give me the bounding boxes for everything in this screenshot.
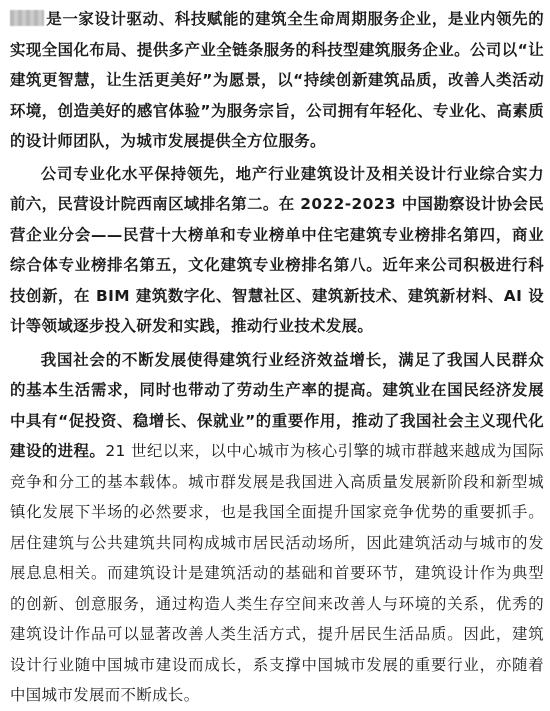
company-intro-text: 是一家设计驱动、科技赋能的建筑全生命周期服务企业，是业内领先的实现全国化布局、提供多产业全链条服务的科技型建筑服务企业。公司以“让建筑更智慧，让生活更美好”为愿景，以“持续创新建筑品质，改善人类活动环境，创造美好的感官体验”为服务宗旨，公司拥有年轻化、专业化、高素质的设计师团队，为城市发展提供全方位服务。 bbox=[10, 10, 544, 150]
paragraph-company-ranking: 公司专业化水平保持领先，地产行业建筑设计及相关设计行业综合实力前六，民营设计院西南区域排名第二。在 2022-2023 中国勘察设计协会民营企业分会——民营十大榜单和专业榜单中住宅建筑专业榜排名第四，商业综合体专业榜排名第五，文化建筑专业榜排名第八。近年来公司积极进行科技创新，在 BIM 建筑数字化、智慧社区、建筑新技术、建筑新材料、AI 设计等领域逐步投入研发和实践，推动行业技术发展。 bbox=[10, 164, 544, 335]
industry-normal-text: 21 世纪以来，以中心城市为核心引擎的城市群越来越成为国际竞争和分工的基本载体。城市群发展是我国进入高质量发展新阶段和新型城镇化发展下半场的必然要求，也是我国全面提升国家竞争优势的重要抓手。居住建筑与公共建筑共同构成城市居民活动场所，因此建筑活动与城市的发展息息相关。而建筑设计是建筑活动的基础和首要环节，建筑设计作为典型的创新、创意服务，通过构造人类生存空间来改善人与环境的关系，优秀的建筑设计作品可以显著改善人类生活方式，提升居民生活品质。因此，建筑设计行业随中国城市建设而成长，系支撑中国城市发展的重要行业，亦随着中国城市发展而不断成长。 bbox=[10, 442, 544, 704]
paragraph-company-intro bbox=[10, 4, 544, 157]
industry-bold-text: 我国社会的不断发展使得建筑行业经济效益增长，满足了我国人民群众的基本生活需求，同时也带动了劳动生产率的提高。建筑业在国民经济发展中具有“促投资、稳增长、保就业”的重要作用，推动了我国社会主义现代化建设的进程。 bbox=[10, 350, 544, 460]
document-page bbox=[10, 4, 544, 711]
paragraph-industry-background bbox=[10, 345, 544, 711]
redacted-company-name bbox=[10, 10, 44, 26]
